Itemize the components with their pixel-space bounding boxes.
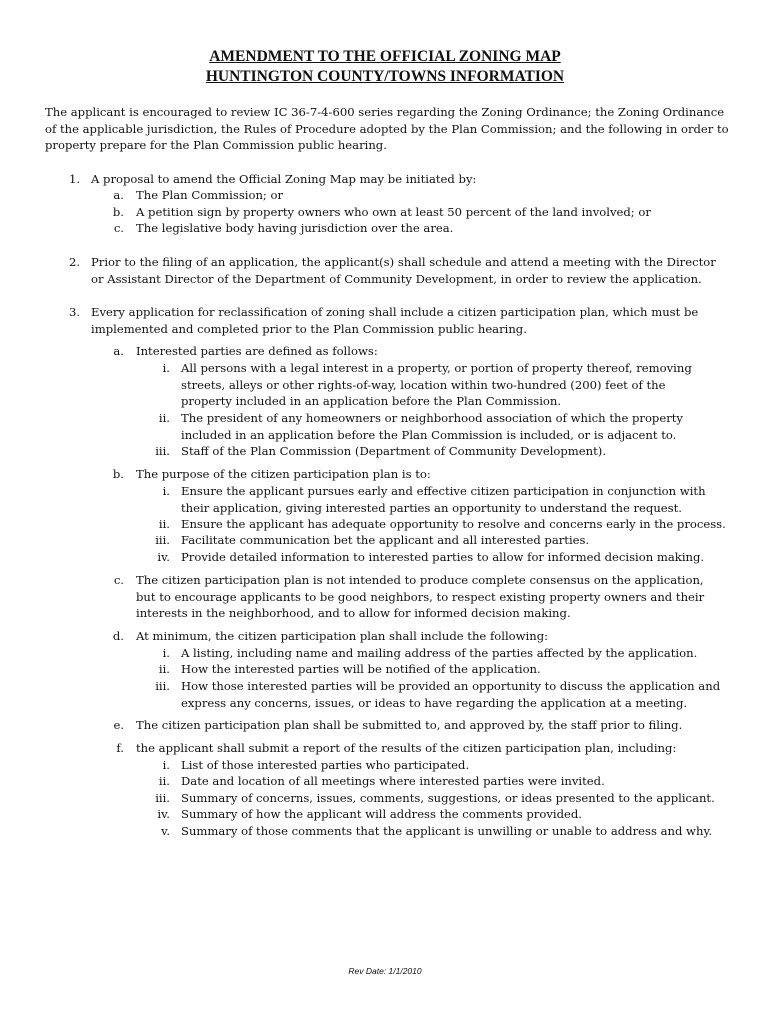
subsection-text: the applicant shall submit a report of the results of the citizen participation plan, including: <box>136 741 677 755</box>
list-marker: i. <box>162 646 170 660</box>
list-item: How those interested parties will be provided an opportunity to discuss the application and express any concerns, issues, or ideas to have regarding the application at a meeting. <box>181 679 721 710</box>
section-text: Every application for reclassification of zoning shall include a citizen participation plan, which must be implemented and completed prior to the Plan Commission public hearing. <box>91 305 699 336</box>
list-item: Summary of concerns, issues, comments, suggestions, or ideas presented to the applicant. <box>181 791 715 805</box>
list-marker: i. <box>162 484 170 498</box>
list-marker: i. <box>162 758 170 772</box>
list-marker: iii. <box>155 533 170 547</box>
list-item: Date and location of all meetings where interested parties were invited. <box>181 774 605 788</box>
subsection-marker: e. <box>113 718 124 732</box>
list-marker: iii. <box>155 791 170 805</box>
revision-date: Rev Date: 1/1/2010 <box>348 966 422 976</box>
section-text: A proposal to amend the Official Zoning Map may be initiated by: <box>91 172 477 186</box>
subsection-text: The citizen participation plan shall be submitted to, and approved by, the staff prior to filing. <box>136 718 683 732</box>
section-number: 2. <box>68 255 80 269</box>
list-item: A listing, including name and mailing address of the parties affected by the application. <box>181 646 698 660</box>
subsection-text: Interested parties are defined as follows: <box>136 344 378 358</box>
list-item: Ensure the applicant has adequate opportunity to resolve and concerns early in the process. <box>181 517 726 531</box>
list-marker: ii. <box>158 774 170 788</box>
subsection-text: At minimum, the citizen participation plan shall include the following: <box>136 629 549 643</box>
list-item: Ensure the applicant pursues early and effective citizen participation in conjunction with their application, giving interested parties an opportunity to understand the request. <box>181 484 706 515</box>
list-item: Facilitate communication bet the applicant and all interested parties. <box>181 533 590 547</box>
document-title: AMENDMENT TO THE OFFICIAL ZONING MAP <box>209 48 561 65</box>
subsection-marker: d. <box>112 629 124 643</box>
list-marker: v. <box>161 824 170 838</box>
list-item: How the interested parties will be notified of the application. <box>181 662 541 676</box>
document-subtitle: HUNTINGTON COUNTY/TOWNS INFORMATION <box>205 68 565 85</box>
list-marker: a. <box>113 188 124 202</box>
intro-paragraph: The applicant is encouraged to review IC 36-7-4-600 series regarding the Zoning Ordinance; the Zoning Ordinance of the applicable jurisdiction, the Rules of Procedure adopted by the Plan Commission; and the following in order to property prepare for the Plan Commission public hearing. <box>45 105 729 152</box>
list-item: Provide detailed information to interested parties to allow for informed decision making. <box>181 550 705 564</box>
list-marker: iv. <box>157 807 170 821</box>
subsection-marker: c. <box>113 573 124 587</box>
list-marker: b. <box>112 205 124 219</box>
list-item: The president of any homeowners or neighborhood association of which the property included in an application before the Plan Commission is included, or is adjacent to. <box>181 411 683 442</box>
list-item: Summary of how the applicant will address the comments provided. <box>181 807 582 821</box>
section-number: 1. <box>68 172 80 186</box>
subsection-text: The citizen participation plan is not intended to produce complete consensus on the application, but to encourage applicants to be good neighbors, to respect existing property owners and their interests in the neighborhood, and to allow for informed decision making. <box>136 573 705 620</box>
subsection-text: The purpose of the citizen participation plan is to: <box>136 467 431 481</box>
list-item: The Plan Commission; or <box>136 188 284 202</box>
list-marker: iii. <box>155 679 170 693</box>
list-item: A petition sign by property owners who own at least 50 percent of the land involved; or <box>136 205 651 219</box>
list-marker: c. <box>113 221 124 235</box>
list-marker: ii. <box>158 411 170 425</box>
subsection-marker: f. <box>116 741 124 755</box>
subsection-marker: a. <box>113 344 124 358</box>
list-item: Staff of the Plan Commission (Department of Community Development). <box>181 444 607 458</box>
subsection-marker: b. <box>112 467 124 481</box>
list-marker: i. <box>162 361 170 375</box>
list-marker: iii. <box>155 444 170 458</box>
list-marker: ii. <box>158 662 170 676</box>
list-item: The legislative body having jurisdiction over the area. <box>136 221 454 235</box>
list-marker: iv. <box>157 550 170 564</box>
list-item: Summary of those comments that the applicant is unwilling or unable to address and why. <box>181 824 713 838</box>
section-number: 3. <box>68 305 80 319</box>
list-item: List of those interested parties who participated. <box>181 758 470 772</box>
list-item: All persons with a legal interest in a property, or portion of property thereof, removing streets, alleys or other rights-of-way, location within two-hundred (200) feet of the property included in an application before the Plan Commission. <box>181 361 692 408</box>
list-marker: ii. <box>158 517 170 531</box>
section-text: Prior to the filing of an application, the applicant(s) shall schedule and attend a meeting with the Director or Assistant Director of the Department of Community Development, in order to review the application. <box>91 255 716 286</box>
